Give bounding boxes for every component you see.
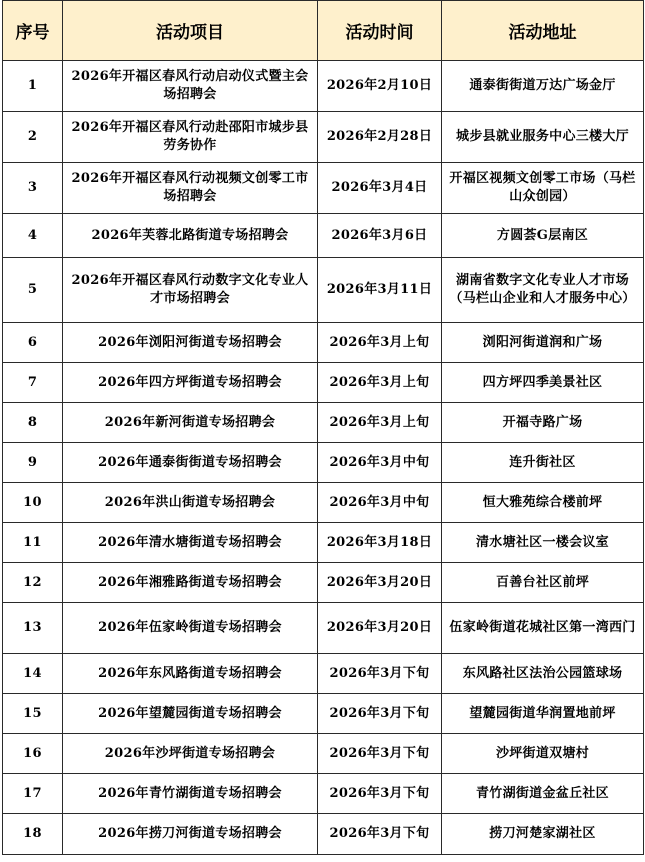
table-row (3, 523, 644, 563)
table-row (3, 163, 644, 214)
row-no: 16 (3, 734, 63, 774)
row-no: 5 (3, 258, 63, 323)
row-no: 9 (3, 443, 63, 483)
row-project: 2026年开福区春风行动数字文化专业人才市场招聘会 (63, 258, 318, 323)
row-project: 2026年洪山街道专场招聘会 (63, 483, 318, 523)
row-time: 2026年3月下旬 (318, 654, 442, 694)
row-time: 2026年3月4日 (318, 163, 442, 214)
row-address: 清水塘社区一楼会议室 (442, 523, 644, 563)
row-time: 2026年3月上旬 (318, 363, 442, 403)
row-project: 2026年新河街道专场招聘会 (63, 403, 318, 443)
row-project: 2026年青竹湖街道专场招聘会 (63, 774, 318, 814)
row-time: 2026年3月6日 (318, 214, 442, 258)
row-address: 湖南省数字文化专业人才市场（马栏山企业和人才服务中心） (442, 258, 644, 323)
row-no: 10 (3, 483, 63, 523)
table-row (3, 403, 644, 443)
row-project: 2026年清水塘街道专场招聘会 (63, 523, 318, 563)
row-address: 开福寺路广场 (442, 403, 644, 443)
table-row (3, 61, 644, 112)
row-no: 12 (3, 563, 63, 603)
row-project: 2026年望麓园街道专场招聘会 (63, 694, 318, 734)
table-row (3, 814, 644, 855)
row-project: 2026年浏阳河街道专场招聘会 (63, 323, 318, 363)
row-no: 15 (3, 694, 63, 734)
table-row (3, 694, 644, 734)
header-project: 活动项目 (63, 1, 318, 61)
table-row (3, 258, 644, 323)
row-time: 2026年3月上旬 (318, 323, 442, 363)
table-row (3, 363, 644, 403)
table-row (3, 774, 644, 814)
table-body (3, 61, 644, 855)
row-time: 2026年3月下旬 (318, 774, 442, 814)
row-time: 2026年3月下旬 (318, 734, 442, 774)
row-time: 2026年3月下旬 (318, 814, 442, 855)
event-schedule-table (2, 0, 644, 855)
row-no: 8 (3, 403, 63, 443)
table-row (3, 443, 644, 483)
header-address: 活动地址 (442, 1, 644, 61)
row-project: 2026年四方坪街道专场招聘会 (63, 363, 318, 403)
row-time: 2026年3月18日 (318, 523, 442, 563)
row-project: 2026年湘雅路街道专场招聘会 (63, 563, 318, 603)
table-row (3, 734, 644, 774)
row-project: 2026年东风路街道专场招聘会 (63, 654, 318, 694)
row-address: 方圆荟G层南区 (442, 214, 644, 258)
row-address: 东风路社区法治公园篮球场 (442, 654, 644, 694)
table-row (3, 654, 644, 694)
row-address: 恒大雅苑综合楼前坪 (442, 483, 644, 523)
row-no: 4 (3, 214, 63, 258)
row-project: 2026年通泰街街道专场招聘会 (63, 443, 318, 483)
table-row (3, 112, 644, 163)
row-no: 2 (3, 112, 63, 163)
row-time: 2026年3月中旬 (318, 443, 442, 483)
header-time: 活动时间 (318, 1, 442, 61)
row-address: 百善台社区前坪 (442, 563, 644, 603)
row-project: 2026年沙坪街道专场招聘会 (63, 734, 318, 774)
table-row (3, 483, 644, 523)
row-no: 6 (3, 323, 63, 363)
row-time: 2026年3月下旬 (318, 694, 442, 734)
row-time: 2026年2月10日 (318, 61, 442, 112)
table-row (3, 323, 644, 363)
row-no: 7 (3, 363, 63, 403)
row-time: 2026年3月上旬 (318, 403, 442, 443)
row-project: 2026年捞刀河街道专场招聘会 (63, 814, 318, 855)
row-project: 2026年开福区春风行动启动仪式暨主会场招聘会 (63, 61, 318, 112)
row-project: 2026年芙蓉北路街道专场招聘会 (63, 214, 318, 258)
row-no: 3 (3, 163, 63, 214)
table-row (3, 603, 644, 654)
row-time: 2026年3月中旬 (318, 483, 442, 523)
row-address: 捞刀河楚家湖社区 (442, 814, 644, 855)
row-address: 开福区视频文创零工市场（马栏山众创园） (442, 163, 644, 214)
row-no: 18 (3, 814, 63, 855)
row-no: 14 (3, 654, 63, 694)
row-address: 伍家岭街道花城社区第一湾西门 (442, 603, 644, 654)
row-time: 2026年2月28日 (318, 112, 442, 163)
row-address: 沙坪街道双塘村 (442, 734, 644, 774)
row-time: 2026年3月20日 (318, 603, 442, 654)
header-no: 序号 (3, 1, 63, 61)
row-project: 2026年伍家岭街道专场招聘会 (63, 603, 318, 654)
row-address: 青竹湖街道金盆丘社区 (442, 774, 644, 814)
row-address: 通泰街街道万达广场金厅 (442, 61, 644, 112)
row-address: 城步县就业服务中心三楼大厅 (442, 112, 644, 163)
row-no: 1 (3, 61, 63, 112)
row-no: 17 (3, 774, 63, 814)
row-time: 2026年3月11日 (318, 258, 442, 323)
table-header (3, 1, 644, 61)
row-no: 11 (3, 523, 63, 563)
row-project: 2026年开福区春风行动赴邵阳市城步县劳务协作 (63, 112, 318, 163)
row-time: 2026年3月20日 (318, 563, 442, 603)
table-row (3, 563, 644, 603)
row-address: 四方坪四季美景社区 (442, 363, 644, 403)
row-project: 2026年开福区春风行动视频文创零工市场招聘会 (63, 163, 318, 214)
row-address: 浏阳河街道润和广场 (442, 323, 644, 363)
row-address: 望麓园街道华润置地前坪 (442, 694, 644, 734)
row-address: 连升街社区 (442, 443, 644, 483)
table-row (3, 214, 644, 258)
row-no: 13 (3, 603, 63, 654)
